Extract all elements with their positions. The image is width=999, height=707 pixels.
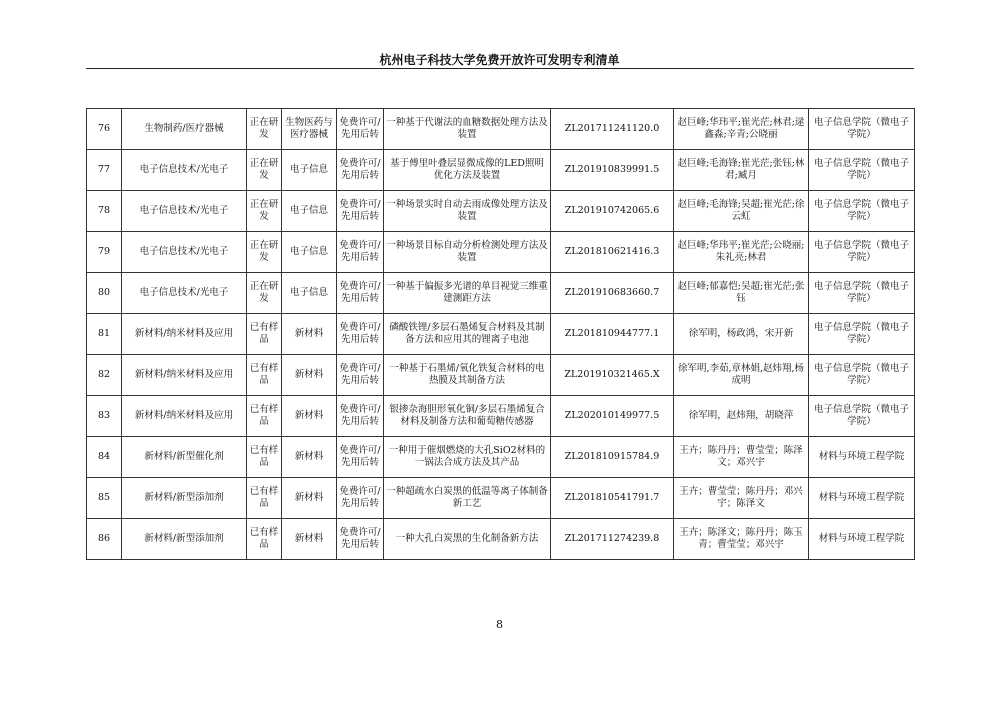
industry-category-cell: 电子信息 <box>282 232 337 273</box>
technical-field-cell: 电子信息技术/光电子 <box>122 232 247 273</box>
development-stage-cell: 已有样品 <box>247 355 282 396</box>
table-row <box>87 396 915 437</box>
patent-number-cell: ZL201810621416.3 <box>551 232 674 273</box>
industry-category-cell: 新材料 <box>282 519 337 560</box>
row-number-cell: 80 <box>87 273 122 314</box>
development-stage-cell: 正在研发 <box>247 150 282 191</box>
patent-title-cell: 磷酸铁锂/多层石墨烯复合材料及其制备方法和应用其的锂离子电池 <box>384 314 551 355</box>
patent-number-cell: ZL201711274239.8 <box>551 519 674 560</box>
college-cell: 电子信息学院（微电子学院） <box>809 355 915 396</box>
industry-category-cell: 新材料 <box>282 437 337 478</box>
patent-title-cell: 一种用于催烟燃烧的大孔SiO2材料的一锅法合成方法及其产品 <box>384 437 551 478</box>
inventors-cell: 赵巨峰;毛海锋;吴超;崔光茫;徐云虹 <box>674 191 809 232</box>
row-number-cell: 78 <box>87 191 122 232</box>
patent-title-cell: 一种基于代谢法的血糖数据处理方法及装置 <box>384 109 551 150</box>
inventors-cell: 王卉；曹莹莹；陈丹丹；邓兴宇；陈泽文 <box>674 478 809 519</box>
development-stage-cell: 已有样品 <box>247 396 282 437</box>
table-row <box>87 109 915 150</box>
technical-field-cell: 新材料/新型催化剂 <box>122 437 247 478</box>
row-number-cell: 76 <box>87 109 122 150</box>
college-cell: 电子信息学院（微电子学院） <box>809 314 915 355</box>
patent-title-cell: 一种超疏水白炭黑的低温等离子体制备新工艺 <box>384 478 551 519</box>
table-row <box>87 191 915 232</box>
license-type-cell: 免费许可/先用后转 <box>337 396 384 437</box>
patent-title-cell: 一种大孔白炭黑的生化制备新方法 <box>384 519 551 560</box>
industry-category-cell: 电子信息 <box>282 150 337 191</box>
industry-category-cell: 生物医药与医疗器械 <box>282 109 337 150</box>
table-row <box>87 355 915 396</box>
college-cell: 材料与环境工程学院 <box>809 478 915 519</box>
license-type-cell: 免费许可/先用后转 <box>337 355 384 396</box>
technical-field-cell: 新材料/新型添加剂 <box>122 519 247 560</box>
table-row <box>87 273 915 314</box>
row-number-cell: 85 <box>87 478 122 519</box>
license-type-cell: 免费许可/先用后转 <box>337 191 384 232</box>
inventors-cell: 赵巨峰;华玮平;崔光茫;林君;逯鑫淼;辛青;公晓丽 <box>674 109 809 150</box>
college-cell: 电子信息学院（微电子学院） <box>809 232 915 273</box>
license-type-cell: 免费许可/先用后转 <box>337 109 384 150</box>
technical-field-cell: 新材料/纳米材料及应用 <box>122 355 247 396</box>
table-row <box>87 478 915 519</box>
inventors-cell: 徐军明，杨政鸿，宋开新 <box>674 314 809 355</box>
document-title: 杭州电子科技大学免费开放许可发明专利清单 <box>379 53 620 67</box>
row-number-cell: 83 <box>87 396 122 437</box>
patent-number-cell: ZL201810944777.1 <box>551 314 674 355</box>
college-cell: 电子信息学院（微电子学院） <box>809 150 915 191</box>
patent-title-cell: 银掺杂海胆形氧化铜/多层石墨烯复合材料及制备方法和葡萄糖传感器 <box>384 396 551 437</box>
inventors-cell: 王卉；陈泽文；陈丹丹；陈玉青；曹莹莹；邓兴宇 <box>674 519 809 560</box>
college-cell: 电子信息学院（微电子学院） <box>809 109 915 150</box>
technical-field-cell: 新材料/新型添加剂 <box>122 478 247 519</box>
row-number-cell: 79 <box>87 232 122 273</box>
license-type-cell: 免费许可/先用后转 <box>337 519 384 560</box>
patent-title-cell: 一种基于石墨烯/氧化铁复合材料的电热膜及其制备方法 <box>384 355 551 396</box>
patent-title-cell: 基于傅里叶叠层显微成像的LED照明优化方法及装置 <box>384 150 551 191</box>
industry-category-cell: 电子信息 <box>282 273 337 314</box>
table-row <box>87 519 915 560</box>
patent-title-cell: 一种场景实时自动去雨成像处理方法及装置 <box>384 191 551 232</box>
development-stage-cell: 已有样品 <box>247 478 282 519</box>
patent-number-cell: ZL201910321465.X <box>551 355 674 396</box>
license-type-cell: 免费许可/先用后转 <box>337 478 384 519</box>
table-row <box>87 232 915 273</box>
patent-title-cell: 一种基于偏振多光谱的单目视觉三维重建测距方法 <box>384 273 551 314</box>
license-type-cell: 免费许可/先用后转 <box>337 437 384 478</box>
license-type-cell: 免费许可/先用后转 <box>337 150 384 191</box>
patent-number-cell: ZL201711241120.0 <box>551 109 674 150</box>
row-number-cell: 84 <box>87 437 122 478</box>
row-number-cell: 86 <box>87 519 122 560</box>
patent-table <box>86 108 915 560</box>
table-row <box>87 150 915 191</box>
technical-field-cell: 电子信息技术/光电子 <box>122 191 247 232</box>
industry-category-cell: 电子信息 <box>282 191 337 232</box>
inventors-cell: 赵巨峰;毛海锋;崔光茫;张钰;林君;臧月 <box>674 150 809 191</box>
development-stage-cell: 正在研发 <box>247 232 282 273</box>
development-stage-cell: 已有样品 <box>247 314 282 355</box>
license-type-cell: 免费许可/先用后转 <box>337 314 384 355</box>
license-type-cell: 免费许可/先用后转 <box>337 273 384 314</box>
patent-number-cell: ZL202010149977.5 <box>551 396 674 437</box>
inventors-cell: 赵巨峰;华玮平;崔光茫;公晓丽;朱礼亮;林君 <box>674 232 809 273</box>
development-stage-cell: 正在研发 <box>247 109 282 150</box>
patent-number-cell: ZL201910683660.7 <box>551 273 674 314</box>
development-stage-cell: 已有样品 <box>247 519 282 560</box>
development-stage-cell: 正在研发 <box>247 191 282 232</box>
college-cell: 材料与环境工程学院 <box>809 519 915 560</box>
patent-number-cell: ZL201810541791.7 <box>551 478 674 519</box>
inventors-cell: 徐军明,李茹,章林娟,赵炜翔,杨成明 <box>674 355 809 396</box>
patent-number-cell: ZL201910839991.5 <box>551 150 674 191</box>
industry-category-cell: 新材料 <box>282 355 337 396</box>
technical-field-cell: 电子信息技术/光电子 <box>122 273 247 314</box>
development-stage-cell: 正在研发 <box>247 273 282 314</box>
patent-number-cell: ZL201910742065.6 <box>551 191 674 232</box>
industry-category-cell: 新材料 <box>282 314 337 355</box>
inventors-cell: 徐军明，赵炜翔，胡晓萍 <box>674 396 809 437</box>
inventors-cell: 赵巨峰;郁嘉恺;吴超;崔光茫;张钰 <box>674 273 809 314</box>
header-rule <box>86 68 914 69</box>
industry-category-cell: 新材料 <box>282 478 337 519</box>
college-cell: 材料与环境工程学院 <box>809 437 915 478</box>
patent-number-cell: ZL201810915784.9 <box>551 437 674 478</box>
inventors-cell: 王卉；陈丹丹；曹莹莹；陈泽文；邓兴宇 <box>674 437 809 478</box>
table-row <box>87 314 915 355</box>
page-number: 8 <box>496 618 503 631</box>
technical-field-cell: 电子信息技术/光电子 <box>122 150 247 191</box>
college-cell: 电子信息学院（微电子学院） <box>809 191 915 232</box>
development-stage-cell: 已有样品 <box>247 437 282 478</box>
college-cell: 电子信息学院（微电子学院） <box>809 396 915 437</box>
college-cell: 电子信息学院（微电子学院） <box>809 273 915 314</box>
patent-title-cell: 一种场景目标自动分析检测处理方法及装置 <box>384 232 551 273</box>
table-row <box>87 437 915 478</box>
industry-category-cell: 新材料 <box>282 396 337 437</box>
technical-field-cell: 新材料/纳米材料及应用 <box>122 396 247 437</box>
license-type-cell: 免费许可/先用后转 <box>337 232 384 273</box>
row-number-cell: 81 <box>87 314 122 355</box>
row-number-cell: 82 <box>87 355 122 396</box>
technical-field-cell: 生物制药/医疗器械 <box>122 109 247 150</box>
row-number-cell: 77 <box>87 150 122 191</box>
technical-field-cell: 新材料/纳米材料及应用 <box>122 314 247 355</box>
